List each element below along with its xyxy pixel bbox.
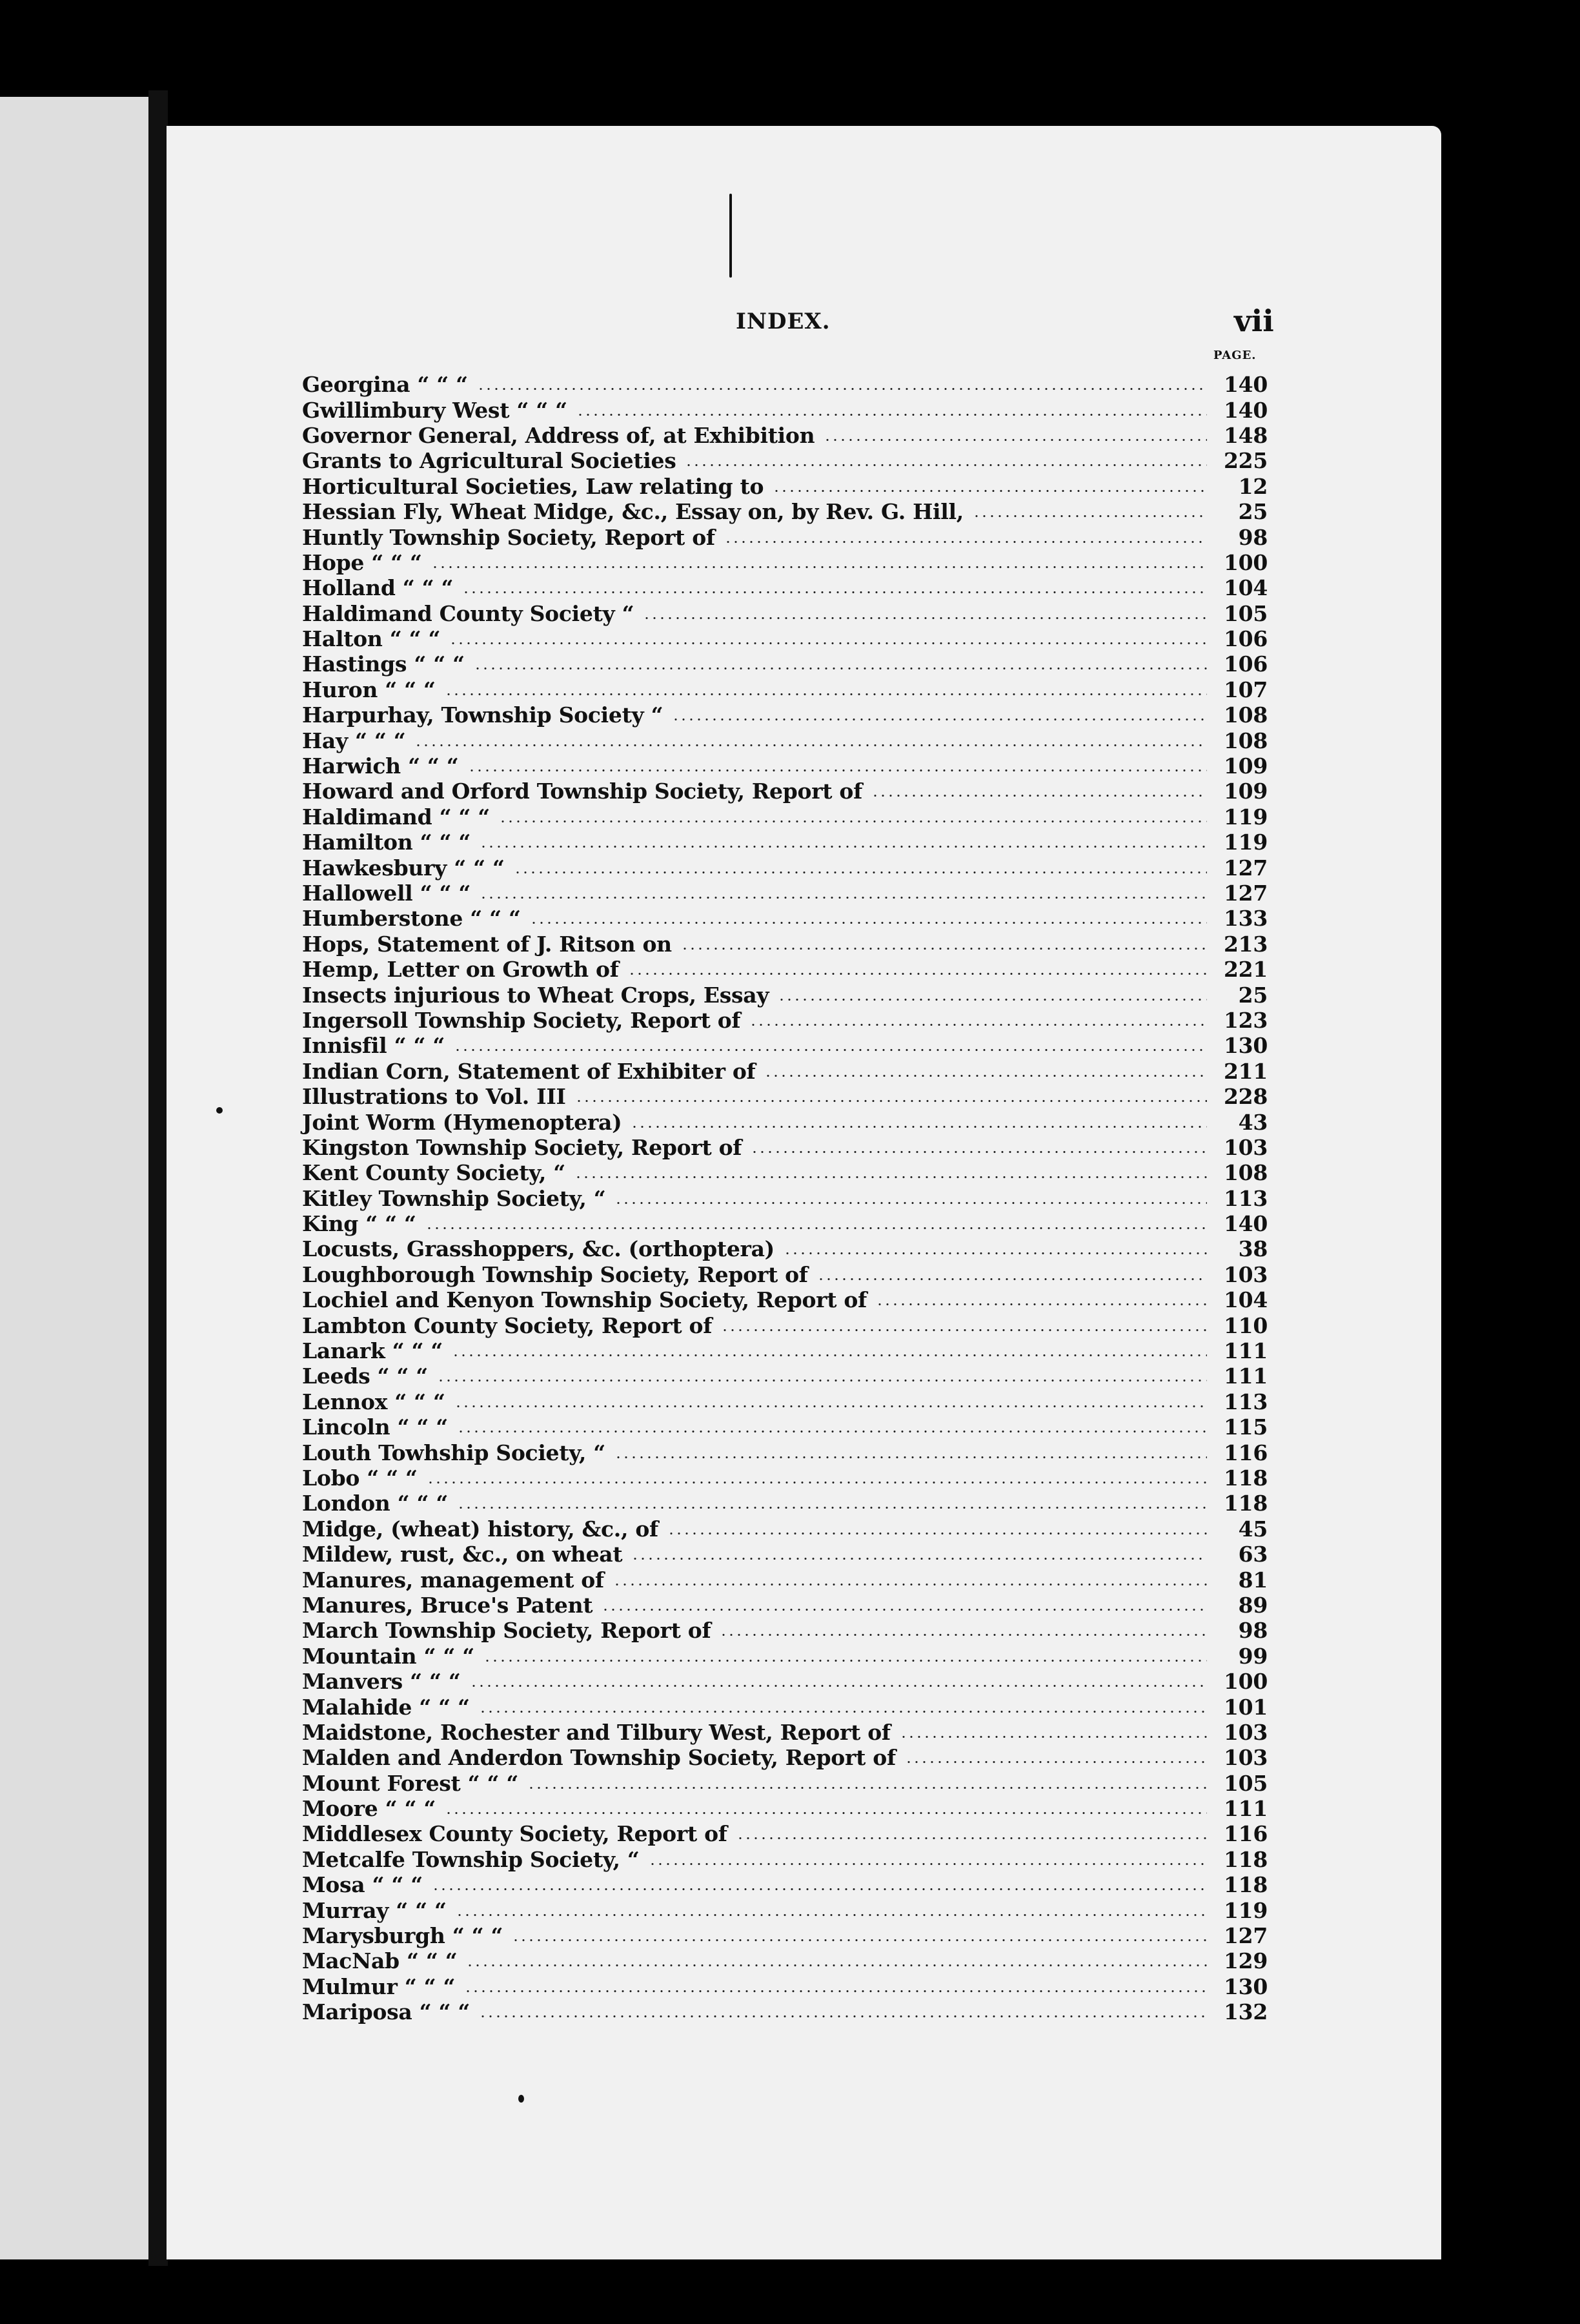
index-entry [302, 1033, 1268, 1058]
dot-leader [749, 1023, 1207, 1026]
entry-page-number: 140 [1224, 372, 1268, 398]
entry-page-number: 213 [1224, 931, 1268, 957]
entry-text: Joint Worm (Hymenoptera) [302, 1109, 622, 1135]
dot-leader [575, 1099, 1207, 1103]
entry-text: Hops, Statement of J. Ritson on [302, 931, 672, 957]
index-entry [302, 1008, 1268, 1033]
dot-leader [414, 744, 1207, 747]
entry-text: Lanark “ “ “ [302, 1338, 443, 1364]
dot-leader [499, 820, 1207, 823]
index-entry [302, 423, 1268, 448]
dot-leader [457, 1430, 1207, 1433]
entry-page-number: 25 [1238, 499, 1268, 525]
dot-leader [432, 1888, 1207, 1891]
entry-text: Huron “ “ “ [302, 677, 436, 702]
dot-leader [456, 1913, 1207, 1917]
index-entry [302, 1236, 1268, 1261]
entry-text: Humberstone “ “ “ [302, 906, 521, 932]
index-entry [302, 372, 1268, 397]
entry-page-number: 103 [1224, 1261, 1268, 1287]
entry-text: Governor General, Address of, at Exhibition [302, 422, 815, 448]
entry-text: Malahide “ “ “ [302, 1694, 470, 1720]
entry-text: Hawkesbury “ “ “ [302, 855, 505, 881]
entry-text: Maidstone, Rochester and Tilbury West, Report of [302, 1719, 891, 1745]
index-entry [302, 702, 1268, 728]
entry-text: Middlesex County Society, Report of [302, 1821, 727, 1847]
ink-speck [518, 2095, 524, 2103]
index-entry [302, 830, 1268, 855]
index-entry [302, 1974, 1268, 1999]
book-gutter [148, 90, 168, 2266]
entry-text: London “ “ “ [302, 1491, 449, 1516]
entry-text: Lobo “ “ “ [302, 1465, 418, 1491]
entry-text: March Township Society, Report of [302, 1618, 711, 1644]
dot-leader [643, 617, 1207, 620]
dot-leader [900, 1735, 1207, 1738]
dot-leader [470, 1684, 1207, 1687]
index-entry [302, 1516, 1268, 1542]
dot-leader [457, 1506, 1207, 1509]
index-entry [302, 1287, 1268, 1312]
entry-page-number: 63 [1238, 1542, 1268, 1567]
index-entry [302, 651, 1268, 677]
entry-text: Horticultural Societies, Law relating to [302, 473, 764, 499]
entry-page-number: 103 [1224, 1719, 1268, 1745]
entry-text: Manvers “ “ “ [302, 1669, 461, 1695]
dot-leader [512, 1939, 1207, 1942]
entry-page-number: 116 [1224, 1821, 1268, 1847]
entry-page-number: 45 [1238, 1516, 1268, 1542]
entry-page-number: 118 [1224, 1465, 1268, 1491]
dot-leader [724, 540, 1207, 544]
dot-leader [477, 387, 1207, 391]
dot-leader [574, 1176, 1207, 1179]
entry-text: Howard and Orford Township Society, Report of [302, 779, 863, 804]
entry-page-number: 109 [1224, 753, 1268, 779]
index-entry [302, 1160, 1268, 1185]
dot-leader [464, 1990, 1207, 1993]
entry-text: Moore “ “ “ [302, 1796, 436, 1822]
entry-page-number: 99 [1238, 1643, 1268, 1669]
entry-page-number: 118 [1224, 1872, 1268, 1898]
index-entry [302, 1923, 1268, 1948]
entry-text: Halton “ “ “ [302, 626, 441, 652]
entry-page-number: 225 [1224, 448, 1268, 474]
page-title: INDEX. [736, 309, 831, 334]
entry-text: Locusts, Grasshoppers, &c. (orthoptera) [302, 1236, 775, 1262]
index-entry [302, 1465, 1268, 1491]
entry-text: Haldimand “ “ “ [302, 804, 490, 830]
dot-leader [614, 1201, 1207, 1205]
entry-text: Haldimand County Society “ [302, 600, 634, 626]
dot-leader [784, 1252, 1207, 1255]
entry-page-number: 98 [1238, 1618, 1268, 1644]
dot-leader [905, 1760, 1207, 1764]
dot-leader [764, 1074, 1207, 1077]
entry-page-number: 127 [1224, 855, 1268, 881]
index-entry [302, 1897, 1268, 1922]
index-entry [302, 1948, 1268, 1973]
index-entry [302, 855, 1268, 880]
entry-page-number: 148 [1224, 422, 1268, 448]
index-entry [302, 1084, 1268, 1109]
ink-speck [216, 1107, 223, 1114]
entry-page-number: 103 [1224, 1134, 1268, 1160]
index-entry [302, 1211, 1268, 1236]
entry-page-number: 228 [1224, 1084, 1268, 1110]
entry-page-number: 113 [1224, 1185, 1268, 1211]
entry-page-number: 115 [1224, 1414, 1268, 1440]
entry-text: Mildew, rust, &c., on wheat [302, 1542, 623, 1567]
entry-text: Insects injurious to Wheat Crops, Essay [302, 982, 769, 1008]
entry-text: Kent County Society, “ [302, 1160, 565, 1186]
dot-leader [445, 693, 1207, 696]
dot-leader [721, 1329, 1207, 1332]
index-entry [302, 1312, 1268, 1338]
entry-page-number: 104 [1224, 575, 1268, 601]
dot-leader [876, 1303, 1207, 1306]
dot-leader [454, 1048, 1207, 1052]
entry-page-number: 106 [1224, 651, 1268, 677]
entry-page-number: 130 [1224, 1033, 1268, 1059]
entry-page-number: 81 [1238, 1567, 1268, 1593]
entry-page-number: 119 [1224, 830, 1268, 855]
index-entry [302, 550, 1268, 575]
index-entry [302, 1491, 1268, 1516]
entry-text: Grants to Agricultural Societies [302, 448, 676, 474]
entry-text: Indian Corn, Statement of Exhibiter of [302, 1058, 756, 1084]
dot-leader [514, 871, 1207, 874]
entry-text: Illustrations to Vol. III [302, 1084, 566, 1110]
dot-leader [454, 1405, 1207, 1408]
entry-text: Loughborough Township Society, Report of [302, 1261, 808, 1287]
dot-leader [667, 1532, 1207, 1535]
entry-page-number: 118 [1224, 1846, 1268, 1872]
entry-page-number: 107 [1224, 677, 1268, 702]
index-entry [302, 448, 1268, 473]
index-entry [302, 906, 1268, 931]
entry-page-number: 105 [1224, 1770, 1268, 1796]
entry-page-number: 111 [1224, 1796, 1268, 1822]
entry-text: Malden and Anderdon Township Society, Report of [302, 1745, 896, 1771]
dot-leader [468, 769, 1208, 772]
entry-text: Leeds “ “ “ [302, 1363, 428, 1389]
index-entry [302, 1694, 1268, 1719]
index-entry [302, 1669, 1268, 1694]
entry-page-number: 12 [1238, 473, 1268, 499]
entry-text: Midge, (wheat) history, &c., of [302, 1516, 658, 1542]
entry-text: Lambton County Society, Report of [302, 1312, 713, 1338]
index-entry [302, 601, 1268, 626]
entry-page-number: 111 [1224, 1363, 1268, 1389]
facing-page-edge [0, 97, 148, 2259]
index-entry [302, 524, 1268, 549]
dot-leader [527, 1786, 1207, 1789]
index-entry [302, 779, 1268, 804]
index-entry [302, 1872, 1268, 1897]
entry-page-number: 100 [1224, 1669, 1268, 1695]
dot-leader [614, 1456, 1207, 1459]
dot-leader [462, 591, 1207, 594]
index-entry [302, 1440, 1268, 1465]
dot-leader [649, 1862, 1207, 1866]
dot-leader [480, 896, 1207, 899]
index-entry [302, 1059, 1268, 1084]
entry-text: Lincoln “ “ “ [302, 1414, 448, 1440]
index-entry [302, 1135, 1268, 1160]
entry-text: Metcalfe Township Society, “ [302, 1846, 640, 1872]
dot-leader [445, 1811, 1207, 1815]
entry-text: Holland “ “ “ [302, 575, 454, 601]
entry-page-number: 127 [1224, 881, 1268, 906]
index-entry [302, 1593, 1268, 1618]
index-entry [302, 1186, 1268, 1211]
entry-page-number: 132 [1224, 1999, 1268, 2025]
entry-page-number: 111 [1224, 1338, 1268, 1364]
entry-text: Hastings “ “ “ [302, 651, 465, 677]
entry-page-number: 103 [1224, 1745, 1268, 1771]
dot-leader [576, 413, 1207, 416]
ink-speck [729, 194, 732, 278]
index-entry [302, 1770, 1268, 1795]
entry-page-number: 108 [1224, 702, 1268, 728]
index-entry [302, 1109, 1268, 1134]
index-entry [302, 575, 1268, 600]
index-entry [302, 1389, 1268, 1414]
entry-text: Mosa “ “ “ [302, 1872, 423, 1898]
entry-page-number: 101 [1224, 1694, 1268, 1720]
entry-text: Manures, Bruce's Patent [302, 1592, 593, 1618]
index-entry [302, 932, 1268, 957]
entry-page-number: 119 [1224, 1897, 1268, 1923]
dot-leader [437, 1379, 1207, 1382]
entry-text: Kingston Township Society, Report of [302, 1134, 742, 1160]
dot-leader [631, 1125, 1207, 1128]
entry-page-number: 38 [1238, 1236, 1268, 1262]
index-entry [302, 397, 1268, 422]
entry-text: Manures, management of [302, 1567, 604, 1593]
entry-page-number: 116 [1224, 1440, 1268, 1465]
index-entry [302, 499, 1268, 524]
index-entry [302, 1999, 1268, 2024]
index-entry [302, 1567, 1268, 1592]
entry-text: Hamilton “ “ “ [302, 830, 471, 855]
entry-page-number: 133 [1224, 906, 1268, 932]
entry-text: Hessian Fly, Wheat Midge, &c., Essay on, by Rev. G. Hill, [302, 499, 964, 525]
entry-page-number: 113 [1224, 1389, 1268, 1414]
entry-page-number: 127 [1224, 1923, 1268, 1949]
entry-page-number: 89 [1238, 1592, 1268, 1618]
entry-text: Georgina “ “ “ [302, 372, 468, 398]
entry-page-number: 98 [1238, 524, 1268, 550]
page-column-label: PAGE. [1213, 349, 1257, 362]
index-entry [302, 1745, 1268, 1770]
index-entry [302, 753, 1268, 779]
index-entry [302, 728, 1268, 753]
entry-text: Mulmur “ “ “ [302, 1973, 456, 1999]
index-entry [302, 1644, 1268, 1669]
entry-text: King “ “ “ [302, 1211, 416, 1237]
dot-leader [773, 489, 1207, 493]
index-entry [302, 1796, 1268, 1821]
dot-leader [824, 438, 1207, 442]
page-number: vii [1234, 303, 1274, 338]
entry-page-number: 25 [1238, 982, 1268, 1008]
entry-text: MacNab “ “ “ [302, 1948, 458, 1974]
index-entry [302, 1414, 1268, 1440]
dot-leader [530, 921, 1207, 924]
entry-text: Mount Forest “ “ “ [302, 1770, 519, 1796]
entry-page-number: 110 [1224, 1312, 1268, 1338]
dot-leader [720, 1633, 1207, 1636]
dot-leader [736, 1837, 1207, 1840]
dot-leader [425, 1227, 1207, 1230]
index-entry [302, 1363, 1268, 1389]
entry-page-number: 123 [1224, 1007, 1268, 1033]
entry-page-number: 109 [1224, 779, 1268, 804]
entry-text: Gwillimbury West “ “ “ [302, 397, 567, 423]
entry-text: Hemp, Letter on Growth of [302, 957, 619, 983]
dot-leader [474, 667, 1207, 670]
dot-leader [778, 998, 1207, 1001]
dot-leader [452, 1354, 1207, 1357]
entry-page-number: 105 [1224, 600, 1268, 626]
entry-page-number: 108 [1224, 1160, 1268, 1186]
index-entry [302, 474, 1268, 499]
dot-leader [973, 515, 1207, 518]
dot-leader [681, 947, 1207, 950]
dot-leader [483, 1659, 1207, 1662]
dot-leader [613, 1583, 1207, 1586]
entry-page-number: 140 [1224, 1211, 1268, 1237]
entry-text: Hope “ “ “ [302, 549, 422, 575]
index-entry [302, 1542, 1268, 1567]
index-entry [302, 1847, 1268, 1872]
entry-text: Hallowell “ “ “ [302, 881, 471, 906]
entry-text: Harpurhay, Township Society “ [302, 702, 663, 728]
entry-page-number: 43 [1238, 1109, 1268, 1135]
entry-text: Innisfil “ “ “ [302, 1033, 445, 1059]
index-entry [302, 804, 1268, 830]
entry-text: Hay “ “ “ [302, 728, 406, 753]
dot-leader [427, 1481, 1207, 1484]
dot-leader [466, 1964, 1207, 1967]
dot-leader [480, 845, 1207, 848]
dot-leader [431, 566, 1207, 569]
entry-page-number: 104 [1224, 1287, 1268, 1313]
dot-leader [672, 718, 1207, 721]
index-entry [302, 626, 1268, 651]
index-entry [302, 881, 1268, 906]
entry-text: Kitley Township Society, “ [302, 1185, 606, 1211]
index-entry [302, 1821, 1268, 1846]
dot-leader [602, 1608, 1207, 1611]
index-entry [302, 957, 1268, 982]
entry-page-number: 106 [1224, 626, 1268, 652]
index-entry [302, 677, 1268, 702]
entry-text: Louth Towhship Society, “ [302, 1440, 605, 1465]
index-entry [302, 982, 1268, 1007]
index-entry [302, 1338, 1268, 1363]
entry-page-number: 119 [1224, 804, 1268, 830]
index-entry [302, 1618, 1268, 1643]
entry-text: Huntly Township Society, Report of [302, 524, 715, 550]
entry-page-number: 140 [1224, 397, 1268, 423]
dot-leader [479, 1710, 1207, 1713]
index-entry [302, 1262, 1268, 1287]
entry-page-number: 118 [1224, 1491, 1268, 1516]
entry-text: Lennox “ “ “ [302, 1389, 445, 1414]
entry-page-number: 129 [1224, 1948, 1268, 1974]
dot-leader [449, 642, 1207, 645]
dot-leader [751, 1150, 1207, 1154]
dot-leader [685, 464, 1207, 467]
entry-page-number: 211 [1224, 1058, 1268, 1084]
entry-text: Murray “ “ “ [302, 1897, 447, 1923]
dot-leader [817, 1278, 1207, 1281]
entry-text: Ingersoll Township Society, Report of [302, 1007, 741, 1033]
entry-page-number: 108 [1224, 728, 1268, 753]
entry-page-number: 221 [1224, 957, 1268, 983]
dot-leader [479, 2015, 1207, 2018]
entry-text: Lochiel and Kenyon Township Society, Report of [302, 1287, 867, 1313]
dot-leader [628, 972, 1207, 975]
entry-text: Mountain “ “ “ [302, 1643, 474, 1669]
entry-text: Marysburgh “ “ “ [302, 1923, 503, 1949]
dot-leader [871, 794, 1207, 797]
index-entry [302, 1720, 1268, 1745]
entry-text: Harwich “ “ “ [302, 753, 459, 779]
entry-page-number: 130 [1224, 1973, 1268, 1999]
index-entries [302, 372, 1268, 2024]
entry-page-number: 100 [1224, 549, 1268, 575]
entry-text: Mariposa “ “ “ [302, 1999, 471, 2025]
dot-leader [631, 1557, 1207, 1560]
